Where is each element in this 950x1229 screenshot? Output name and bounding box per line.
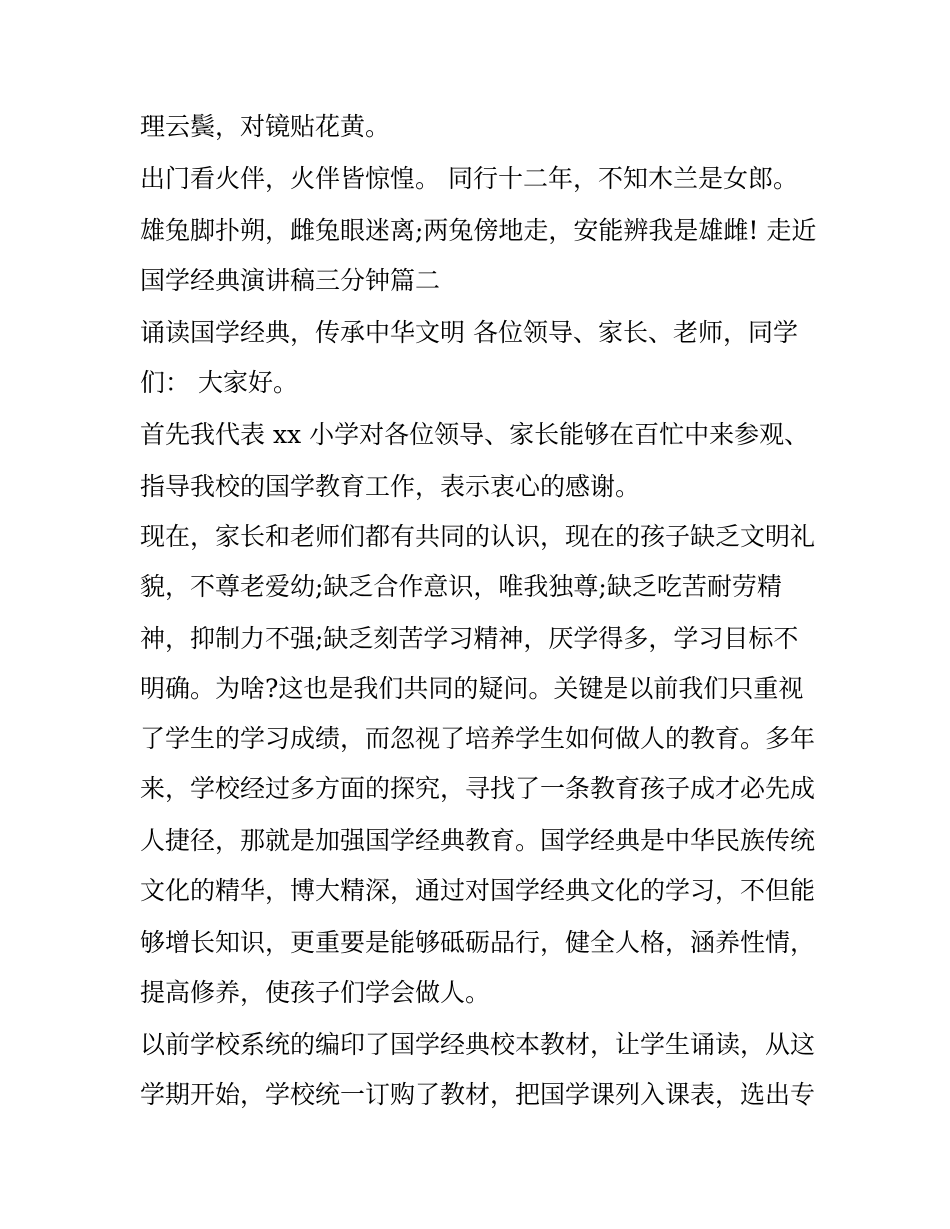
text-line: 来，学校经过多方面的探究，寻找了一条教育孩子成才必先成 bbox=[140, 774, 816, 803]
text-line: 人捷径，那就是加强国学经典教育。国学经典是中华民族传统 bbox=[140, 826, 816, 855]
text-line: 了学生的学习成绩，而忽视了培养学生如何做人的教育。多年 bbox=[140, 724, 816, 753]
text-line: 学期开始，学校统一订购了教材，把国学课列入课表，选出专 bbox=[140, 1080, 816, 1109]
text-line: 明确。为啥?这也是我们共同的疑问。关键是以前我们只重视 bbox=[140, 674, 804, 703]
text-line: 诵读国学经典，传承中华文明 各位领导、家长、老师，同学 bbox=[140, 318, 798, 347]
text-line: 首先我代表 xx 小学对各位领导、家长能够在百忙中来参观、 bbox=[140, 420, 810, 449]
text-line: 貌，不尊老爱幼;缺乏合作意识，唯我独尊;缺乏吃苦耐劳精 bbox=[140, 572, 782, 601]
text-line: 理云鬓，对镜贴花黄。 bbox=[140, 112, 391, 141]
section-title: 国学经典演讲稿三分钟篇二 bbox=[140, 266, 441, 295]
text-line: 指导我校的国学教育工作，表示衷心的感谢。 bbox=[140, 472, 641, 501]
text-line: 雄兔脚扑朔，雌兔眼迷离;两兔傍地走，安能辨我是雄雌! 走近 bbox=[140, 216, 817, 245]
text-line: 提高修养，使孩子们学会做人。 bbox=[140, 978, 491, 1007]
text-line: 们： 大家好。 bbox=[140, 368, 298, 397]
text-line: 神，抑制力不强;缺乏刻苦学习精神，厌学得多，学习目标不 bbox=[140, 624, 799, 653]
text-line: 现在，家长和老师们都有共同的认识，现在的孩子缺乏文明礼 bbox=[140, 522, 816, 551]
text-line: 出门看火伴，火伴皆惊惶。 同行十二年，不知木兰是女郎。 bbox=[140, 164, 798, 193]
text-line: 以前学校系统的编印了国学经典校本教材，让学生诵读，从这 bbox=[140, 1030, 816, 1059]
text-line: 文化的精华，博大精深，通过对国学经典文化的学习，不但能 bbox=[140, 876, 816, 905]
text-line: 够增长知识，更重要是能够砥砺品行，健全人格，涵养性情， bbox=[140, 928, 816, 957]
